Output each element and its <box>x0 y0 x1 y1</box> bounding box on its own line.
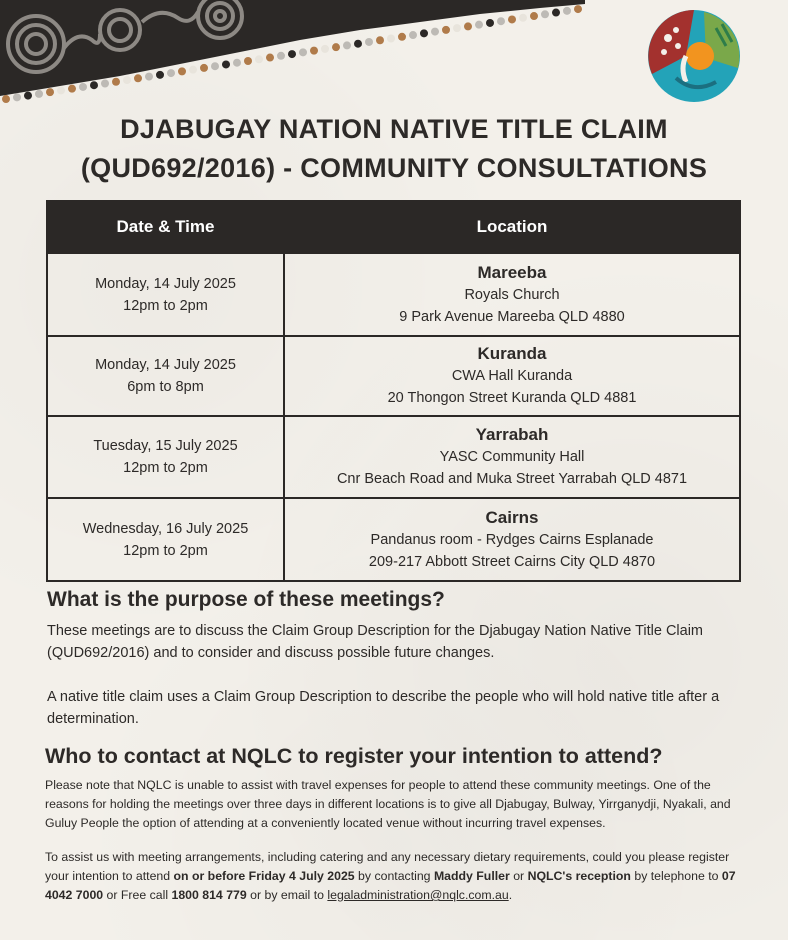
date-time: 12pm to 2pm <box>123 297 208 314</box>
date-time: 12pm to 2pm <box>123 460 208 476</box>
registration-text: by telephone to <box>630 869 722 883</box>
registration-paragraph <box>45 848 745 905</box>
location-address: 9 Park Avenue Mareeba QLD 4880 <box>399 308 625 325</box>
location-cell <box>284 416 740 498</box>
header-location: Location <box>284 201 740 253</box>
contact-person: Maddy Fuller <box>433 869 510 883</box>
registration-text: or <box>509 869 528 883</box>
travel-note-paragraph: Please note that NQLC is unable to assist with travel expenses for people to attend these community meetings. One of the reasons for holding the meetings over three days in different locations is to give all Djabugay, Bulway, Yirrganydji, Nyakali, and Guluy People the option of attending at a conveniently located venue without incurring travel expenses. <box>45 778 731 830</box>
table-header-row <box>47 201 740 253</box>
page-title <box>0 110 788 188</box>
location-cell <box>284 336 740 416</box>
freecall-number: 1800 814 779 <box>171 888 247 902</box>
registration-text: . <box>508 888 513 902</box>
date-cell <box>47 498 284 581</box>
location-venue: Royals Church <box>464 286 560 303</box>
date-day: Tuesday, 15 July 2025 <box>93 438 238 454</box>
location-name: Mareeba <box>477 262 547 282</box>
registration-deadline: on or before Friday 4 July 2025 <box>173 869 355 883</box>
registration-text: or Free call <box>103 888 172 902</box>
location-venue: CWA Hall Kuranda <box>451 368 573 384</box>
contact-heading: Who to contact at NQLC to register your intention to attend? <box>45 744 663 768</box>
location-cell <box>284 498 740 581</box>
purpose-paragraph-2: A native title claim uses a Claim Group Description to describe the people who will hold native title after a determination. <box>47 689 720 727</box>
title-line-1: DJABUGAY NATION NATIVE TITLE CLAIM <box>120 114 668 144</box>
location-address: 209-217 Abbott Street Cairns City QLD 4870 <box>368 553 656 570</box>
date-day: Monday, 14 July 2025 <box>95 357 236 373</box>
date-cell <box>47 253 284 336</box>
contact-reception: NQLC's reception <box>527 869 631 883</box>
date-day: Wednesday, 16 July 2025 <box>82 520 249 537</box>
location-name: Yarrabah <box>475 425 549 444</box>
consultation-schedule-table <box>46 200 741 582</box>
table-row <box>47 253 740 336</box>
nqlc-logo-icon <box>646 8 742 104</box>
table-row <box>47 336 740 416</box>
date-cell <box>47 336 284 416</box>
header-date-time: Date & Time <box>47 201 284 253</box>
purpose-paragraph-1: These meetings are to discuss the Claim Group Description for the Djabugay Nation Native Title Claim (QUD692/2016) and to consider and discuss possible future changes. <box>47 623 704 661</box>
date-day: Monday, 14 July 2025 <box>95 275 236 292</box>
table-row <box>47 416 740 498</box>
location-cell <box>284 253 740 336</box>
aboriginal-dot-art-banner-icon <box>0 0 590 115</box>
phone-number: 07 4042 7000 <box>45 869 736 902</box>
registration-text: or by email to <box>246 888 328 902</box>
date-time: 12pm to 2pm <box>123 542 208 559</box>
date-cell <box>47 416 284 498</box>
purpose-heading: What is the purpose of these meetings? <box>47 588 445 611</box>
email-link[interactable]: legaladministration@nqlc.com.au <box>327 888 509 902</box>
registration-text: To assist us with meeting arrangements, including catering and any necessary dietary requirements, could you please register your intention to attend <box>45 850 730 883</box>
location-venue: Pandanus room - Rydges Cairns Esplanade <box>370 531 654 548</box>
location-address: 20 Thongon Street Kuranda QLD 4881 <box>387 390 637 406</box>
location-venue: YASC Community Hall <box>439 449 585 465</box>
title-line-2: (QUD692/2016) - COMMUNITY CONSULTATIONS <box>80 153 708 183</box>
location-address: Cnr Beach Road and Muka Street Yarrabah QLD 4871 <box>336 471 688 487</box>
location-name: Kuranda <box>477 344 547 363</box>
location-name: Cairns <box>485 507 539 527</box>
registration-text: by contacting <box>354 869 434 883</box>
table-row <box>47 498 740 581</box>
date-time: 6pm to 8pm <box>127 379 204 395</box>
